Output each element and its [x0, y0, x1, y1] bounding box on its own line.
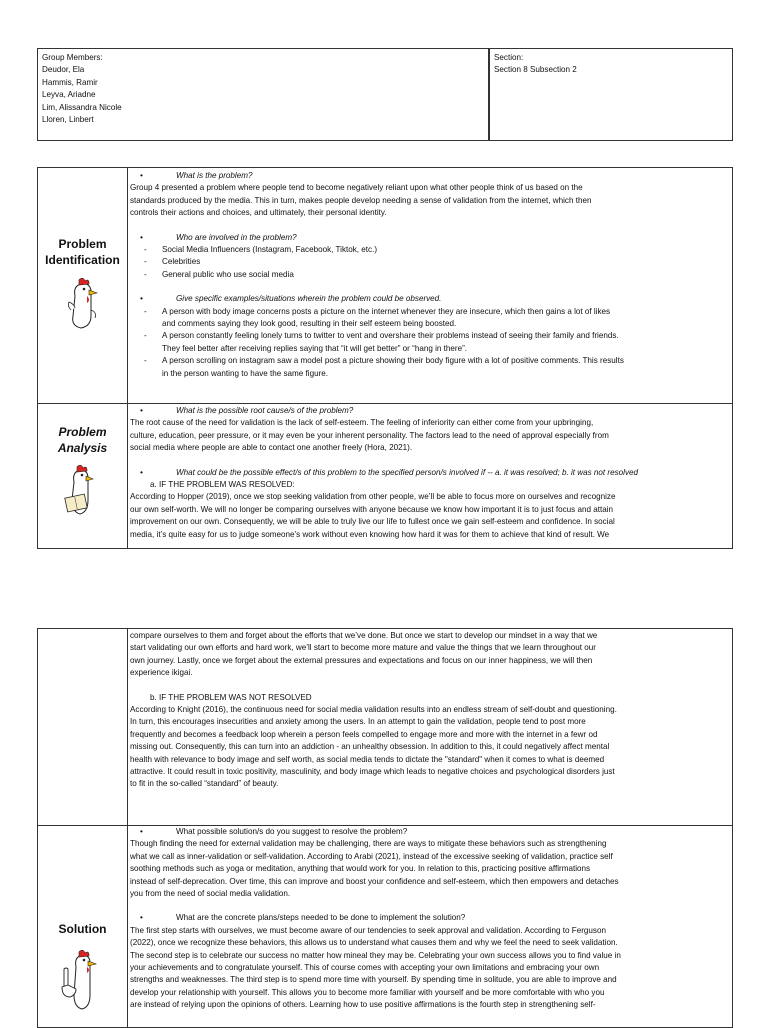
list-item: General public who use social media	[162, 269, 294, 279]
bullet: •	[140, 406, 143, 415]
solution-question-2: What are the concrete plans/steps needed to be done to implement the solution?	[176, 913, 466, 923]
bullet: •	[140, 294, 143, 304]
paragraph-line: The second step is to celebrate our success no matter how mineal they may be. Celebrating your own success allows you to find value in	[130, 950, 621, 960]
dash: -	[144, 356, 147, 366]
paragraph-line: According to Hopper (2019), once we stop seeking validation from other people, we’ll be able to focus more on ourselves and recognize	[130, 492, 616, 502]
paragraph-line: media, it’s quite easy for us to judge someone’s work without even knowing how hard it was for them to achieve that kind of result. We	[130, 529, 610, 539]
paragraph-line: In turn, this encourages insecurities and anxiety among the users. In an attempt to gain the validation, people tend to post more	[130, 717, 586, 727]
paragraph-line: controls their actions and choices, and ultimately, their personal identity.	[130, 208, 387, 218]
list-item: A person with body image concerns posts a picture on the internet whenever they are insecure, which then gains a lot of likes	[162, 306, 611, 316]
paragraph-line: what we call as inner-validation or self-validation. According to Arabi (2021), instead of the excessive seeking of validation, practice self	[130, 851, 613, 861]
identification-question-1: What is the problem?	[176, 171, 253, 180]
bullet: •	[140, 913, 143, 923]
paragraph-line: social media where people are able to contact one another freely (Hora, 2021).	[130, 443, 413, 453]
dash: -	[144, 257, 147, 267]
analysis-label	[38, 424, 127, 456]
column-divider	[127, 629, 128, 1027]
bullet: •	[140, 467, 143, 477]
paragraph-line: start validating our own efforts and hard work, we’ll start to become more mature and value the things that we learn throughout our	[130, 643, 596, 653]
continuation-table	[37, 628, 733, 1028]
paragraph-line: instead of self-deprecation. Over time, this can improve and boost your confidence and self-esteem, which then empowers and detaches	[130, 876, 619, 886]
paragraph-line: Though finding the need for external validation may be challenging, there are ways to mitigate these behaviors such as strengthening	[130, 839, 607, 849]
group-members-label: Group Members:	[42, 53, 103, 62]
paragraph-line: strengths and weaknesses. The third step is to spend more time with yourself. By spending time in solitude, you are able to improve and	[130, 975, 617, 985]
identification-label-line2: Identification	[45, 253, 120, 267]
paragraph-line: to fit in the so-called “standard” of beauty.	[130, 779, 279, 789]
list-item-continued: and comments saying they look good, resulting in their self esteem being boosted.	[162, 319, 457, 329]
paragraph-line: soothing methods such as yoga or meditation, anything that would work for you. In relation to this, practicing positive affirmations	[130, 864, 591, 874]
analysis-question-1: What is the possible root cause/s of the problem?	[176, 406, 354, 415]
chicken-idea-icon	[56, 947, 108, 1015]
identification-question-3: Give specific examples/situations wherein the problem could be observed.	[176, 294, 442, 304]
paragraph-line: frequently and becomes a feedback loop wherein a person feels compelled to engage more and more with the internet in a fewr od	[130, 729, 598, 739]
chicken-thinking-icon	[65, 276, 101, 332]
paragraph-line: are instead of relying upon the opinions of others. Learning how to use positive affirmations is the fourth step in strengthening self-	[130, 1000, 596, 1010]
dash: -	[144, 245, 147, 255]
paragraph-line: culture, education, peer pressure, or it may even be your inherent personality. The factors lead to the need of approval especially from	[130, 430, 609, 440]
bullet: •	[140, 171, 143, 180]
identification-content	[130, 170, 728, 380]
paragraph-line: health with relevance to body image and self worth, as social media tends to dictate the "standard" when it comes to what is deemed	[130, 754, 605, 764]
paragraph-line: develop your relationship with yourself. This allows you to become more familiar with yourself and be more comfortable with who you	[130, 987, 605, 997]
paragraph-line: you from the need of social media validation.	[130, 889, 291, 899]
analysis-label-line2: Analysis	[57, 441, 108, 455]
paragraph-line: missing out. Consequently, this can turn into an addiction - an unhealthy obsession. In addition to this, it could negatively affect mental	[130, 742, 610, 752]
analysis-label-line1: Problem	[58, 425, 107, 439]
paragraph-line: attractive. It could result in toxic positivity, masculinity, and body image which leads to negative choices and psychological disorders just	[130, 767, 615, 777]
member-name: Hammis, Ramir	[42, 77, 98, 87]
chicken-reading-icon	[62, 464, 104, 520]
bullet: •	[140, 232, 143, 242]
paragraph-line: The root cause of the need for validation is the lack of self-esteem. The feeling of inferiority can either come from your upbringing,	[130, 418, 594, 428]
paragraph-line: Group 4 presented a problem where people tend to become negatively reliant upon what other people think of us based on the	[130, 183, 583, 193]
paragraph-line: compare ourselves to them and forget about the efforts that we’ve done. But once we start to develop our mindset in a way that we	[130, 631, 598, 640]
dash: -	[144, 306, 147, 316]
paragraph-line: experience ikigai.	[130, 668, 193, 678]
dash: -	[144, 331, 147, 341]
solution-content	[130, 826, 728, 1012]
analysis-question-2: What could be the possible effect/s of this problem to the specified person/s involved if -- a. it was resolved; b. it was not resolved	[176, 467, 639, 477]
dash: -	[144, 269, 147, 279]
list-item-continued: They feel better after receiving replies saying that “it will get better” or “hang in there”.	[162, 343, 468, 353]
identification-label-line1: Problem	[58, 237, 107, 251]
member-name: Deudor, Ela	[42, 65, 85, 75]
resolved-heading: a. IF THE PROBLEM WAS RESOLVED:	[150, 480, 295, 490]
section-value: Section 8 Subsection 2	[494, 65, 577, 75]
identification-label	[38, 236, 127, 268]
list-item: Social Media Influencers (Instagram, Facebook, Tiktok, etc.)	[162, 245, 378, 255]
paragraph-line: standards produced by the media. This in turn, makes people develop needing a sense of validation from the internet, which then	[130, 195, 592, 205]
identification-question-2: Who are involved in the problem?	[176, 232, 297, 242]
column-divider	[127, 168, 128, 548]
list-item: A person scrolling on instagram saw a model post a picture showing their body figure with a lot of positive comments. This results	[162, 356, 624, 366]
member-name: Lim, Alissandra Nicole	[42, 102, 122, 112]
paragraph-line: your achievements and to congratulate yourself. This of course comes with accepting your own limitations and embracing your own	[130, 963, 600, 973]
paragraph-line: our own self-worth. We will no longer be comparing ourselves with anyone because we know how important it is to just focus and attain	[130, 504, 614, 514]
paragraph-line: According to Knight (2016), the continuous need for social media validation results into an endless stream of self-doubt and questioning.	[130, 705, 617, 715]
list-item: A person constantly feeling lonely turns to twitter to vent and overshare their problems instead of seeing their family and friends.	[162, 331, 619, 341]
paragraph-line: The first step starts with ourselves, we must become aware of our tendencies to seek approval and validation. According to Ferguson	[130, 925, 606, 935]
analysis-content	[130, 405, 728, 541]
section-label: Section:	[494, 53, 524, 62]
section-box	[489, 48, 733, 141]
paragraph-line: own journey. Lastly, once we forget about the external pressures and expectations and focus on our inner happiness, we will then	[130, 655, 593, 665]
not-resolved-heading: b. IF THE PROBLEM WAS NOT RESOLVED	[150, 692, 312, 702]
bullet: •	[140, 827, 143, 836]
list-item: Celebrities	[162, 257, 201, 267]
member-name: Leyva, Ariadne	[42, 90, 96, 100]
problem-table	[37, 167, 733, 549]
group-members-box	[37, 48, 489, 141]
row-divider	[38, 403, 732, 404]
member-name: Lloren, Linbert	[42, 115, 94, 125]
paragraph-line: improvement on our own. Consequently, we will be able to truly live our life to fullest once we gain self-esteem and confidence. In social	[130, 517, 615, 527]
list-item-continued: in the person wanting to have the same figure.	[162, 368, 329, 378]
solution-label: Solution	[58, 922, 107, 936]
solution-question-1: What possible solution/s do you suggest to resolve the problem?	[176, 827, 408, 836]
paragraph-line: (2022), once we recognize these behaviors, this allows us to understand what causes them and why we feel the need to seek validation.	[130, 938, 618, 948]
analysis-continued-content	[130, 630, 728, 791]
